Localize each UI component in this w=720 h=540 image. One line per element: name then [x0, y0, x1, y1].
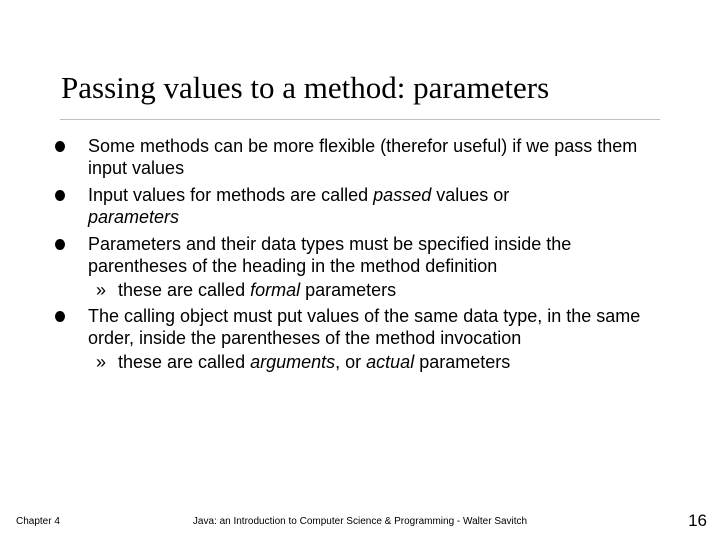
sub-bullet-item	[96, 277, 720, 304]
bullet-text	[88, 185, 668, 228]
bullet-text-italic: passed	[373, 185, 432, 205]
sub-bullet-text-part: these are called	[118, 280, 251, 300]
sub-bullet-item	[96, 349, 720, 376]
bullet-text-part: Some methods can be more flexible (therefor useful) if we pass them input values	[88, 136, 638, 178]
bullet-text	[88, 136, 668, 179]
bullet-item	[0, 306, 720, 376]
bullet-list	[0, 136, 720, 376]
bullet-text-part: Input values for methods are called	[88, 185, 374, 205]
bullet-dot-icon	[55, 239, 65, 250]
sub-bullet-text-part: these are called	[118, 352, 251, 372]
bullet-text	[88, 306, 668, 349]
slide-title: Passing values to a method: parameters	[61, 70, 550, 105]
bullet-text-italic: parameters	[88, 206, 180, 227]
sub-bullet-text-part: parameters	[414, 352, 511, 372]
footer-chapter: Chapter 4	[16, 516, 60, 527]
sub-bullet-marker: »	[96, 280, 107, 300]
sub-bullet-text-italic: arguments	[250, 352, 336, 372]
bullet-dot-icon	[55, 141, 65, 152]
bullet-item	[0, 136, 720, 179]
bullet-text-part: Parameters and their data types must be specified inside the parentheses of the heading in the method definition	[88, 234, 572, 276]
sub-bullet-text-italic: formal	[250, 280, 301, 300]
sub-bullet-text-part: , or	[335, 352, 367, 372]
sub-bullet-text-italic: actual	[366, 352, 415, 372]
bullet-text	[88, 234, 668, 277]
title-divider	[60, 119, 660, 120]
bullet-item	[0, 234, 720, 304]
sub-bullet-text-part: parameters	[300, 280, 397, 300]
bullet-item	[0, 185, 720, 228]
bullet-text-part: values or	[431, 185, 510, 205]
bullet-dot-icon	[55, 190, 65, 201]
bullet-dot-icon	[55, 311, 65, 322]
bullet-text-part: The calling object must put values of the same data type, in the same order, inside the parentheses of the method invocation	[88, 306, 641, 348]
footer-page-number: 16	[688, 511, 707, 530]
sub-bullet-marker: »	[96, 352, 107, 372]
footer-book-title: Java: an Introduction to Computer Science & Programming - Walter Savitch	[192, 516, 528, 527]
